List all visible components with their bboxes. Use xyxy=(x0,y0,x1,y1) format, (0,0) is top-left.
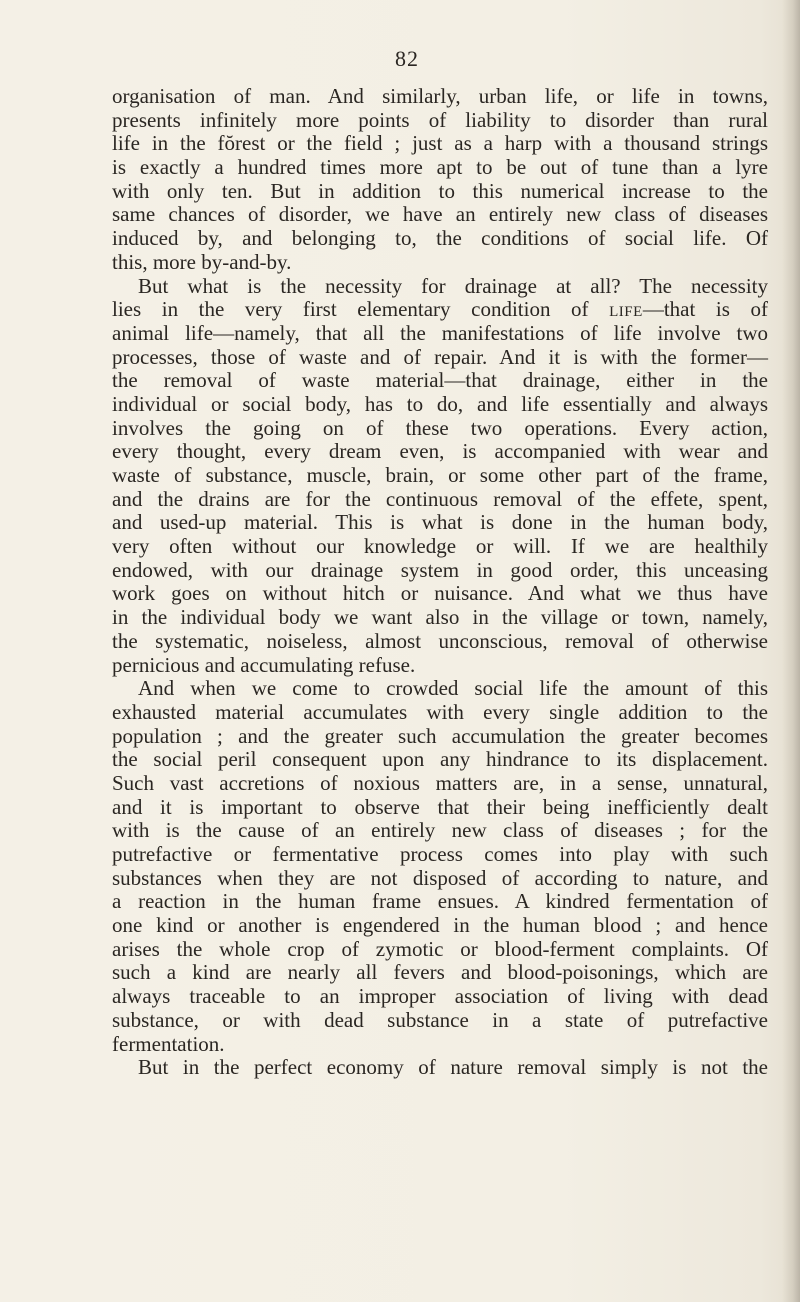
text-line xyxy=(112,298,768,322)
text-line: presents infinitely more points of liability to disorder than rural xyxy=(112,107,768,132)
text-segment: lies in the very first elementary condition of xyxy=(112,297,610,322)
text-line: in the individual body we want also in the village or town, namely, xyxy=(112,605,768,630)
text-line: processes, those of waste and of repair. And it is with the former— xyxy=(112,344,768,369)
text-line: arises the whole crop of zymotic or blood-ferment complaints. Of xyxy=(112,936,768,961)
text-line: But in the perfect economy of nature removal simply is not the xyxy=(138,1055,768,1080)
text-segment: —that is of xyxy=(642,297,768,322)
text-line: endowed, with our drainage system in good order, this unceasing xyxy=(112,557,768,582)
text-line: every thought, every dream even, is accompanied with wear and xyxy=(112,439,768,464)
text-line: the social peril consequent upon any hindrance to its displacement. xyxy=(112,747,768,772)
text-line: animal life—namely, that all the manifestations of life involve two xyxy=(112,320,768,345)
text-line: And when we come to crowded social life the amount of this xyxy=(138,676,768,701)
text-line: is exactly a hundred times more apt to be out of tune than a lyre xyxy=(112,155,768,180)
body-text xyxy=(112,85,768,1080)
text-line: always traceable to an improper association of living with dead xyxy=(112,984,768,1009)
text-line: fermentation. xyxy=(112,1031,225,1056)
text-line: Such vast accretions of noxious matters are, in a sense, unnatural, xyxy=(112,770,768,795)
text-line: and it is important to observe that their being inefficiently dealt xyxy=(112,794,768,819)
text-line: a reaction in the human frame ensues. A kindred fermentation of xyxy=(112,889,768,914)
text-line: and the drains are for the continuous removal of the effete, spent, xyxy=(112,486,768,511)
text-line: and used-up material. This is what is done in the human body, xyxy=(112,510,768,535)
page-edge-shadow xyxy=(782,0,800,1302)
text-line: very often without our knowledge or will. If we are healthily xyxy=(112,534,768,559)
text-line: with only ten. But in addition to this numerical increase to the xyxy=(112,178,768,203)
text-line: one kind or another is engendered in the human blood ; and hence xyxy=(112,913,768,938)
text-line: But what is the necessity for drainage at all? The necessity xyxy=(138,273,768,298)
text-line: such a kind are nearly all fevers and blood-poisonings, which are xyxy=(112,960,768,985)
text-line: same chances of disorder, we have an entirely new class of diseases xyxy=(112,202,768,227)
text-line: putrefactive or fermentative process comes into play with such xyxy=(112,842,768,866)
text-line: substance, or with dead substance in a state of putrefactive xyxy=(112,1007,768,1032)
text-line: individual or social body, has to do, and life essentially and always xyxy=(112,391,768,416)
text-line: waste of substance, muscle, brain, or some other part of the frame, xyxy=(112,463,768,487)
text-line: organisation of man. And similarly, urban life, or life in towns, xyxy=(112,84,768,108)
text-line: induced by, and belonging to, the conditions of social life. Of xyxy=(112,226,768,251)
text-line: work goes on without hitch or nuisance. And what we thus have xyxy=(112,581,768,606)
text-line: substances when they are not disposed of according to nature, and xyxy=(112,865,768,890)
text-line: with is the cause of an entirely new class of diseases ; for the xyxy=(112,818,768,843)
text-line: involves the going on of these two operations. Every action, xyxy=(112,415,768,440)
text-line: exhausted material accumulates with every single addition to the xyxy=(112,699,768,724)
text-line: the systematic, noiseless, almost unconscious, removal of otherwise xyxy=(112,628,768,653)
text-line: pernicious and accumulating refuse. xyxy=(112,652,416,677)
text-line: population ; and the greater such accumulation the greater becomes xyxy=(112,723,768,748)
text-line: the removal of waste material—that drainage, either in the xyxy=(112,368,768,393)
text-line: this, more by-and-by. xyxy=(112,249,292,274)
small-caps-word: life xyxy=(609,297,643,322)
page-number: 82 xyxy=(395,46,419,71)
text-line: life in the fŏrest or the field ; just as a harp with a thousand strings xyxy=(112,131,768,156)
